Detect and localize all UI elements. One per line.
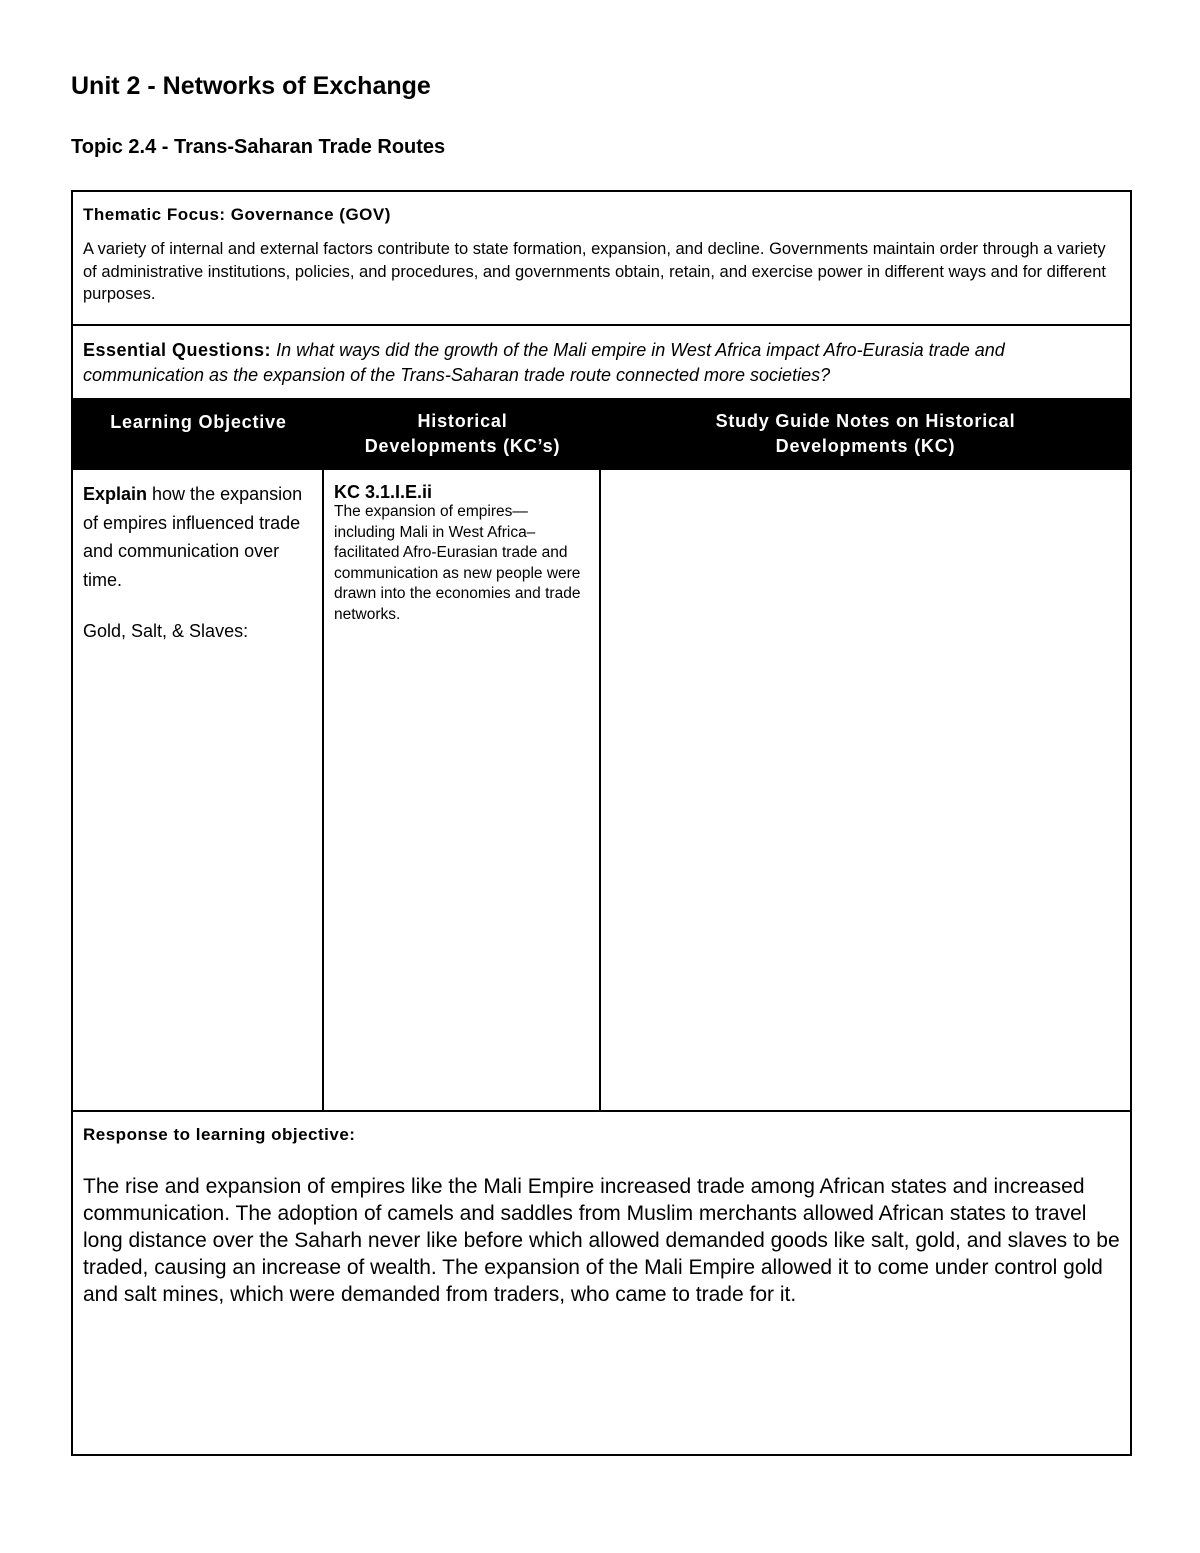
essential-questions-text: In what ways did the growth of the Mali empire in West Africa impact Afro-Eurasia trade and communication as the expansion of the Trans-Saharan trade route connected more societies? (83, 340, 1005, 385)
thematic-focus-text: A variety of internal and external factors contribute to state formation, expansion, and decline. Governments maintain order through a variety of administrative institutions, policies, and procedures, and governments obtain, retain, and exercise power in different ways and for different purposes. (83, 240, 1106, 303)
worksheet-table (71, 190, 1132, 1456)
unit-title: Unit 2 - Networks of Exchange (71, 72, 431, 100)
table-body-row (73, 470, 1130, 1112)
topic-title: Topic 2.4 - Trans-Saharan Trade Routes (71, 136, 446, 158)
essential-questions-label: Essential Questions: (83, 340, 272, 360)
header-learning-objective: Learning Objective (110, 412, 287, 432)
learning-objective-cell (73, 470, 324, 1110)
response-section (73, 1112, 1130, 1454)
header-historical-developments (324, 398, 601, 470)
learning-objective-statement (83, 480, 312, 594)
kc-code: KC 3.1.I.E.ii (334, 482, 433, 502)
response-text[interactable]: The rise and expansion of empires like the Mali Empire increased trade among African states and increased communication. The adoption of camels and saddles from Muslim merchants allowed African states to travel long distance over the Saharh never like before which allowed demanded goods like salt, gold, and slaves to be traded, causing an increase of wealth. The expansion of the Mali Empire allowed it to come under control gold and salt mines, which were demanded from traders, who came to trade for it. (83, 1175, 1120, 1306)
header-historical-developments-text: Historical Developments (KC’s) (364, 411, 561, 456)
learning-objective-text: how the expansion of empires influenced trade and communication over time. (83, 484, 303, 590)
response-label: Response to learning objective: (83, 1125, 356, 1144)
thematic-focus-section (73, 192, 1130, 326)
learning-objective-verb: Explain (83, 484, 148, 504)
header-study-guide-notes-text: Study Guide Notes on Historical Developments (KC) (715, 411, 1016, 456)
table-header-row (73, 398, 1130, 470)
historical-development-cell (324, 470, 601, 1110)
essential-questions-section (73, 326, 1130, 398)
header-study-guide-notes (601, 398, 1130, 470)
learning-objective-subtopic: Gold, Salt, & Slaves: (83, 621, 249, 641)
kc-description: The expansion of empires—including Mali in West Africa–facilitated Afro-Eurasian trade and communication as new people were drawn into the economies and trade networks. (334, 503, 581, 623)
thematic-focus-label: Thematic Focus: Governance (GOV) (83, 205, 391, 224)
study-guide-notes-cell[interactable] (601, 470, 1130, 1110)
